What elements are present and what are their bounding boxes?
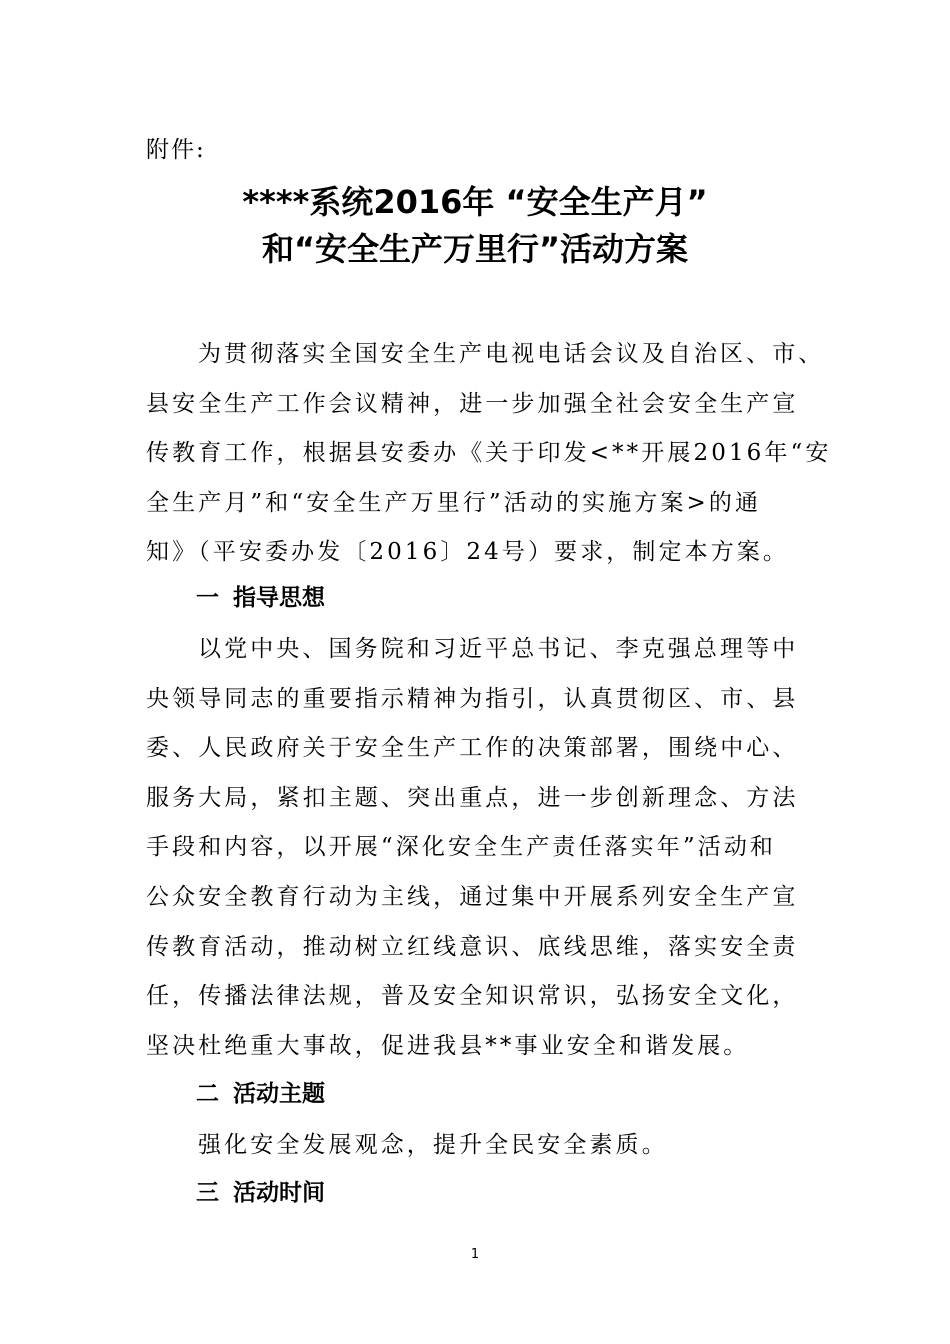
document-title-line-2: 和“安全生产万里行”活动方案: [261, 230, 689, 268]
section-heading: [196, 1077, 325, 1111]
guiding-ideology-paragraph: [146, 625, 806, 1071]
paragraph-line: 公众安全教育行动为主线，通过集中开展系列安全生产宣: [146, 883, 799, 910]
section-title: 活动主题: [233, 1081, 325, 1107]
paragraph-line: 以党中央、国务院和习近平总书记、李克强总理等中: [198, 636, 799, 662]
paragraph-line: 传教育活动，推动树立红线意识、底线思维，落实安全责: [146, 933, 799, 960]
section-title: 指导思想: [233, 585, 325, 611]
paragraph-line: 全生产月”和“安全生产万里行”活动的实施方案>的通: [146, 489, 762, 516]
page-number: 1: [470, 1247, 480, 1262]
paragraph-line: 央领导同志的重要指示精神为指引，认真贯彻区、市、县: [146, 685, 799, 712]
paragraph-line: 县安全生产工作会议精神，进一步加强全社会安全生产宣: [146, 390, 799, 417]
section-number: 一: [196, 585, 219, 611]
paragraph-line: 为贯彻落实全国安全生产电视电话会议及自治区、市、: [198, 341, 825, 367]
section-heading: [196, 581, 325, 615]
section-heading: [196, 1176, 325, 1210]
paragraph-line: 坚决杜绝重大事故，促进我县**事业安全和谐发展。: [146, 1032, 750, 1059]
section-number: 二: [196, 1081, 219, 1107]
section-number: 三: [196, 1180, 219, 1206]
intro-paragraph: [146, 330, 832, 578]
section-title: 活动时间: [233, 1180, 325, 1206]
paragraph-line: 强化安全发展观念，提升全民安全素质。: [198, 1132, 668, 1158]
paragraph-line: 传教育工作，根据县安委办《关于印发<**开展2016年“安: [146, 440, 832, 467]
paragraph-line: 服务大局，紧扣主题、突出重点，进一步创新理念、方法: [146, 784, 799, 811]
document-title-line-1: ****系统2016年 “安全生产月”: [242, 183, 708, 221]
paragraph-line: 知》（平安委办发〔2016〕24号）要求，制定本方案。: [146, 539, 789, 566]
paragraph-line: 任，传播法律法规，普及安全知识常识，弘扬安全文化，: [146, 983, 799, 1010]
activity-theme-paragraph: [146, 1121, 806, 1171]
paragraph-line: 委、人民政府关于安全生产工作的决策部署，围绕中心、: [146, 735, 799, 762]
attachment-label: 附件:: [146, 137, 206, 163]
paragraph-line: 手段和内容，以开展“深化安全生产责任落实年”活动和: [146, 834, 777, 861]
